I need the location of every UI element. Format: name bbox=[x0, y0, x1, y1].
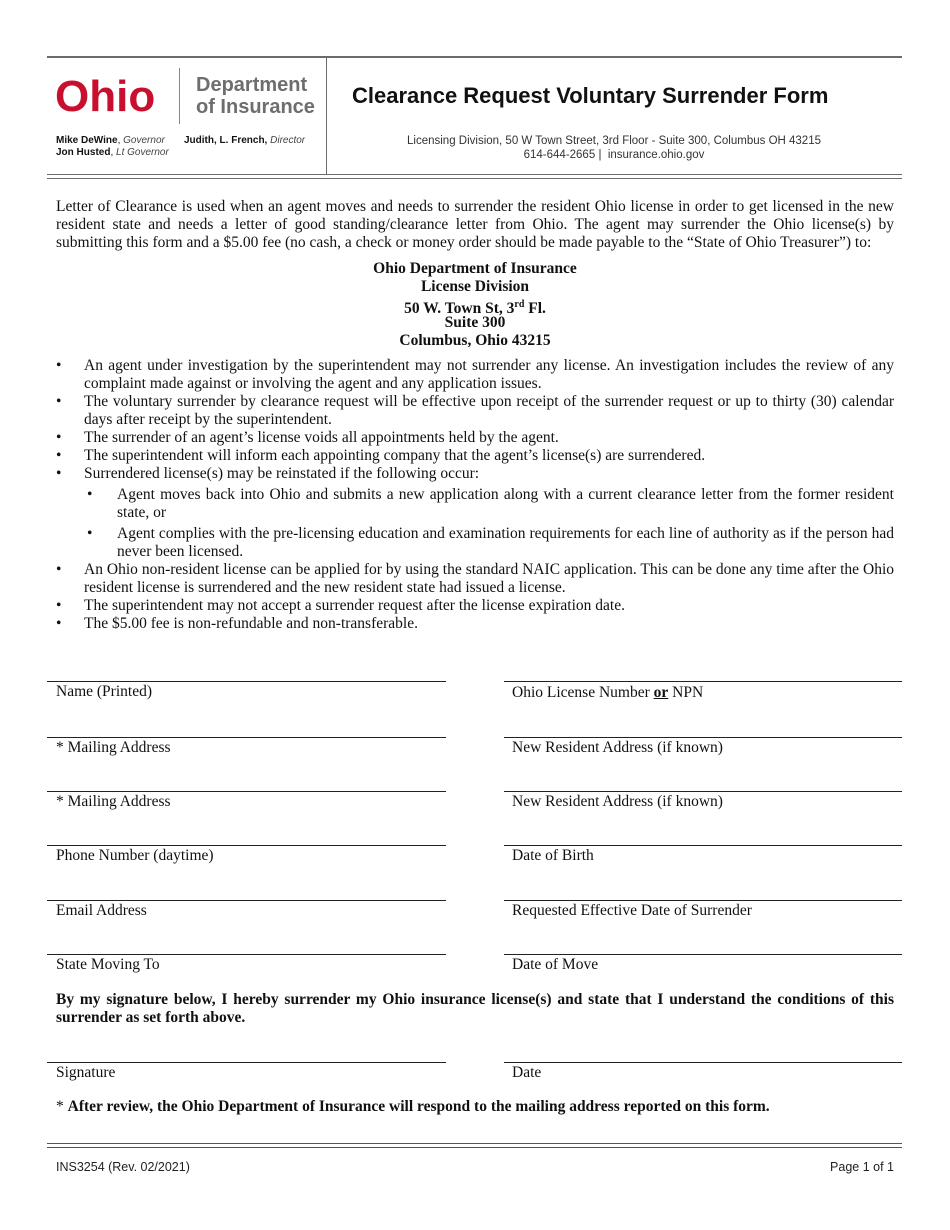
sub-list-item: • Agent moves back into Ohio and submits a new application along with a current clearance letter from the former resident state, or bbox=[87, 486, 894, 521]
sub-list-item: • Agent complies with the pre-licensing education and examination requirements for each line of authority as if the person had never been licensed. bbox=[87, 525, 894, 560]
phone-field[interactable] bbox=[47, 845, 446, 846]
new-resident-address-label-1: New Resident Address (if known) bbox=[512, 739, 723, 756]
list-item: • An Ohio non-resident license can be applied for by using the standard NAIC application. This can be done any time after the Ohio resident license is surrendered and the new resident state had issued a license. bbox=[56, 561, 894, 596]
header-bottom-rule bbox=[47, 174, 902, 179]
date-field[interactable] bbox=[504, 1062, 902, 1063]
effective-date-field[interactable] bbox=[504, 900, 902, 901]
phone-label: Phone Number (daytime) bbox=[56, 847, 214, 864]
new-resident-address-field-2[interactable] bbox=[504, 791, 902, 792]
state-moving-label: State Moving To bbox=[56, 956, 160, 973]
review-note: * After review, the Ohio Department of Insurance will respond to the mailing address reported on this form. bbox=[56, 1098, 770, 1115]
license-number-field[interactable] bbox=[504, 681, 902, 682]
governor-block: Mike DeWine, Governor Jon Husted, Lt Governor bbox=[56, 135, 169, 158]
signature-label: Signature bbox=[56, 1064, 116, 1081]
list-item: • Surrendered license(s) may be reinstated if the following occur: bbox=[56, 465, 480, 482]
header-divider bbox=[326, 57, 327, 175]
header-top-rule bbox=[47, 56, 902, 58]
list-item: • An agent under investigation by the superintendent may not surrender any license. An investigation includes the review of any complaint made against or involving the agent and any application issues. bbox=[56, 357, 894, 392]
date-of-move-field[interactable] bbox=[504, 954, 902, 955]
name-label: Name (Printed) bbox=[56, 683, 152, 700]
list-item: • The superintendent may not accept a surrender request after the license expiration date. bbox=[56, 597, 625, 614]
mailing-address-field-1[interactable] bbox=[47, 737, 446, 738]
date-of-birth-field[interactable] bbox=[504, 845, 902, 846]
contact-address: Licensing Division, 50 W Town Street, 3rd Floor - Suite 300, Columbus OH 43215 bbox=[407, 135, 821, 147]
license-number-label: Ohio License Number or NPN bbox=[512, 684, 704, 701]
form-title: Clearance Request Voluntary Surrender Form bbox=[352, 83, 829, 108]
signature-field[interactable] bbox=[47, 1062, 446, 1063]
mailing-address-label-1: * Mailing Address bbox=[56, 739, 171, 756]
state-moving-field[interactable] bbox=[47, 954, 446, 955]
footer-rule bbox=[47, 1143, 902, 1148]
email-field[interactable] bbox=[47, 900, 446, 901]
declaration-text: By my signature below, I hereby surrender my Ohio insurance license(s) and state that I understand the conditions of this surrender as set forth above. bbox=[56, 991, 894, 1026]
mailing-address-label-2: * Mailing Address bbox=[56, 793, 171, 810]
page-number: Page 1 of 1 bbox=[830, 1160, 894, 1174]
date-of-move-label: Date of Move bbox=[512, 956, 599, 973]
ohio-logo-text: Ohio bbox=[55, 72, 156, 120]
form-id: INS3254 (Rev. 02/2021) bbox=[56, 1160, 190, 1174]
director-block: Judith, L. French, Director bbox=[184, 135, 306, 146]
ohio-logo bbox=[55, 70, 175, 120]
list-item: • The voluntary surrender by clearance request will be effective upon receipt of the surrender request or up to thirty (30) calendar days after receipt by the superintendent. bbox=[56, 393, 894, 428]
effective-date-label: Requested Effective Date of Surrender bbox=[512, 902, 752, 919]
mailing-address-block: Ohio Department of Insurance License Division 50 W. Town St, 3rd Fl. Suite 300 Columbus, Ohio 43215 bbox=[373, 260, 577, 349]
intro-paragraph: Letter of Clearance is used when an agent moves and needs to surrender the resident Ohio license in order to get licensed in the new resident state and needs a letter of good standing/clearance letter from Ohio. The agent may surrender the Ohio license(s) by submitting this form and a $5.00 fee (no cash, a check or money order should be made payable to the “State of Ohio Treasurer”) to: bbox=[56, 198, 894, 251]
name-field[interactable] bbox=[47, 681, 446, 682]
department-name: Department of Insurance bbox=[196, 74, 315, 118]
list-item: • The superintendent will inform each appointing company that the agent’s license(s) are surrendered. bbox=[56, 447, 706, 464]
new-resident-address-label-2: New Resident Address (if known) bbox=[512, 793, 723, 810]
email-label: Email Address bbox=[56, 902, 147, 919]
mailing-address-field-2[interactable] bbox=[47, 791, 446, 792]
contact-phone-web: 614-644-2665 | insurance.ohio.gov bbox=[523, 149, 705, 161]
date-of-birth-label: Date of Birth bbox=[512, 847, 594, 864]
new-resident-address-field-1[interactable] bbox=[504, 737, 902, 738]
list-item: • The $5.00 fee is non-refundable and non-transferable. bbox=[56, 615, 418, 632]
list-item: • The surrender of an agent’s license voids all appointments held by the agent. bbox=[56, 429, 559, 446]
conditions-list bbox=[56, 357, 894, 633]
date-label: Date bbox=[512, 1064, 542, 1081]
logo-separator bbox=[179, 68, 180, 124]
